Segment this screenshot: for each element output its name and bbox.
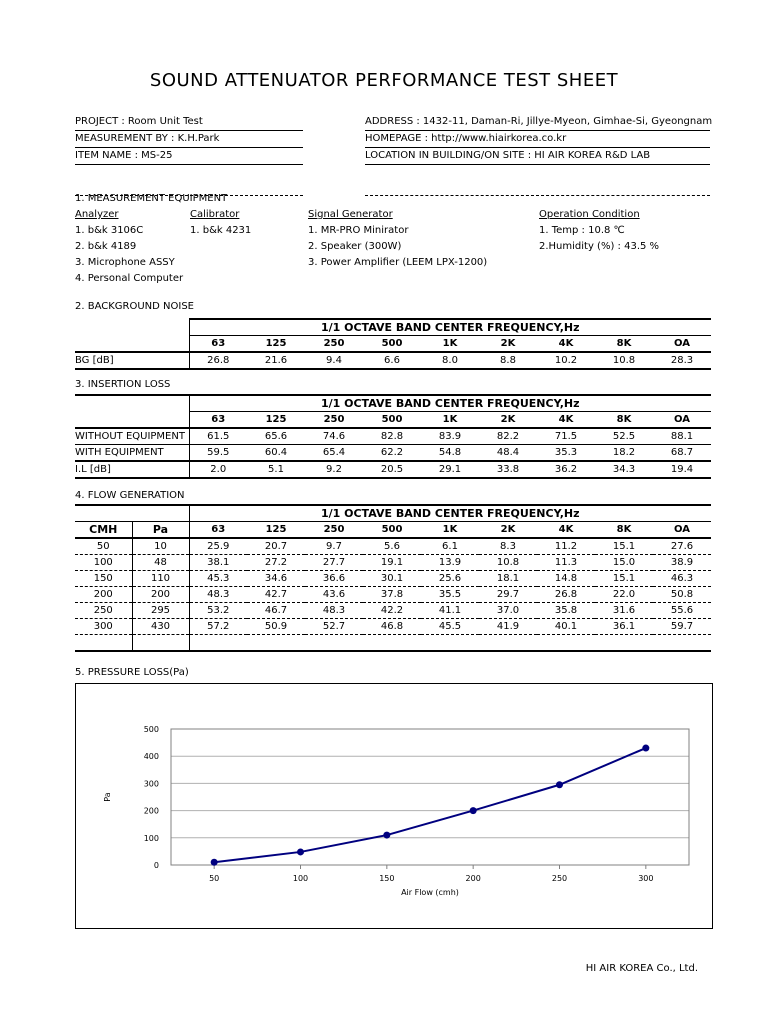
table-row [75, 352, 711, 369]
cell: 25.6 [421, 571, 479, 587]
band-label: OA [653, 336, 711, 353]
cell: 8.0 [421, 352, 479, 369]
cell: 53.2 [189, 603, 247, 619]
table-row [75, 555, 711, 571]
row-label: BG [dB] [75, 352, 189, 369]
cell: 5.6 [363, 538, 421, 555]
cell: 50.9 [247, 619, 305, 635]
band-label: 8K [595, 412, 653, 429]
band-label: 8K [595, 336, 653, 353]
y-tick-label: 100 [143, 833, 159, 843]
signal-generator-list [308, 207, 487, 271]
cell: 62.2 [363, 445, 421, 462]
cell: 33.8 [479, 461, 537, 478]
cell: 37.8 [363, 587, 421, 603]
cell: 19.4 [653, 461, 711, 478]
cell: 11.3 [537, 555, 595, 571]
cell: 27.2 [247, 555, 305, 571]
band-label: 500 [363, 522, 421, 539]
cmh-cell: 100 [75, 555, 132, 571]
cell: 68.7 [653, 445, 711, 462]
band-label: 8K [595, 522, 653, 539]
cell: 29.7 [479, 587, 537, 603]
cell: 41.1 [421, 603, 479, 619]
plot-area [171, 729, 689, 865]
signal-generator-title: Signal Generator [308, 209, 393, 220]
chart-svg [76, 684, 712, 928]
section-heading: 3. INSERTION LOSS [75, 379, 171, 390]
cell: 10.8 [595, 352, 653, 369]
band-label: 63 [189, 336, 247, 353]
band-label: 63 [189, 522, 247, 539]
cell: 71.5 [537, 428, 595, 445]
cell: 29.1 [421, 461, 479, 478]
y-tick-label: 200 [143, 806, 159, 816]
cell: 27.6 [653, 538, 711, 555]
company-footer: HI AIR KOREA Co., Ltd. [585, 963, 698, 974]
calibrator-title: Calibrator [190, 209, 240, 220]
cell: 65.4 [305, 445, 363, 462]
x-tick-label: 300 [638, 874, 654, 883]
cell: 41.9 [479, 619, 537, 635]
cell: 21.6 [247, 352, 305, 369]
cell: 52.5 [595, 428, 653, 445]
cell: 6.6 [363, 352, 421, 369]
cmh-cell: 250 [75, 603, 132, 619]
band-label: OA [653, 522, 711, 539]
cell: 48.4 [479, 445, 537, 462]
info-right [365, 114, 713, 196]
x-tick-label: 200 [465, 874, 481, 883]
analyzer-list [75, 207, 183, 287]
cmh-cell: 200 [75, 587, 132, 603]
row-label: WITHOUT EQUIPMENT [75, 428, 189, 445]
list-item: 1. MR-PRO Minirator [308, 225, 409, 236]
cell: 35.3 [537, 445, 595, 462]
band-header: 1/1 OCTAVE BAND CENTER FREQUENCY,Hz [189, 505, 711, 522]
table-row [75, 428, 711, 445]
cell: 15.1 [595, 571, 653, 587]
pa-cell: 295 [132, 603, 189, 619]
cell: 40.1 [537, 619, 595, 635]
y-tick-label: 0 [153, 861, 159, 870]
cell: 50.8 [653, 587, 711, 603]
cmh-header: CMH [75, 522, 132, 539]
cell: 8.3 [479, 538, 537, 555]
cell: 5.1 [247, 461, 305, 478]
table-row [75, 461, 711, 478]
y-tick-label: 500 [143, 725, 159, 734]
cell: 35.8 [537, 603, 595, 619]
operation-condition-title: Operation Condition [539, 209, 640, 220]
data-point [556, 781, 563, 788]
section-heading: 2. BACKGROUND NOISE [75, 301, 194, 312]
cell: 74.6 [305, 428, 363, 445]
pa-cell: 430 [132, 619, 189, 635]
cell: 45.5 [421, 619, 479, 635]
cell: 59.7 [653, 619, 711, 635]
cell: 36.2 [537, 461, 595, 478]
cell: 42.2 [363, 603, 421, 619]
band-label: 500 [363, 412, 421, 429]
cell: 38.9 [653, 555, 711, 571]
cell: 26.8 [189, 352, 247, 369]
section-heading: 1. MEASUREMENT EQUIPMENT [75, 193, 228, 204]
cell: 9.2 [305, 461, 363, 478]
cell: 9.4 [305, 352, 363, 369]
table-row [75, 538, 711, 555]
list-item: 1. b&k 4231 [190, 225, 252, 236]
data-point [383, 832, 390, 839]
cell: 46.7 [247, 603, 305, 619]
cell: 31.6 [595, 603, 653, 619]
series-line [214, 748, 646, 862]
cell: 10.2 [537, 352, 595, 369]
pa-cell: 200 [132, 587, 189, 603]
band-label: 1K [421, 336, 479, 353]
cell: 35.5 [421, 587, 479, 603]
cell: 57.2 [189, 619, 247, 635]
x-tick-label: 150 [379, 874, 395, 883]
cell: 30.1 [363, 571, 421, 587]
band-label: 2K [479, 336, 537, 353]
list-item: 2.Humidity (%) : 43.5 % [539, 241, 660, 252]
y-tick-label: 400 [143, 752, 159, 762]
cell: 55.6 [653, 603, 711, 619]
cell: 14.8 [537, 571, 595, 587]
cell: 43.6 [305, 587, 363, 603]
cell: 18.2 [595, 445, 653, 462]
cell: 18.1 [479, 571, 537, 587]
cell: 11.2 [537, 538, 595, 555]
data-point [470, 807, 477, 814]
cell: 28.3 [653, 352, 711, 369]
cell: 20.5 [363, 461, 421, 478]
band-label: 125 [247, 522, 305, 539]
cell: 54.8 [421, 445, 479, 462]
band-label: 4K [537, 412, 595, 429]
band-label: 4K [537, 522, 595, 539]
pa-cell: 48 [132, 555, 189, 571]
pa-header: Pa [132, 522, 189, 539]
list-item: 4. Personal Computer [75, 273, 184, 284]
band-label: 250 [305, 412, 363, 429]
cell: 34.3 [595, 461, 653, 478]
section-heading: 4. FLOW GENERATION [75, 490, 185, 501]
x-axis-label: Air Flow (cmh) [401, 888, 459, 897]
cell: 82.2 [479, 428, 537, 445]
band-label: 125 [247, 336, 305, 353]
cell: 48.3 [189, 587, 247, 603]
pa-cell: 110 [132, 571, 189, 587]
homepage-field: HOMEPAGE : http://www.hiairkorea.co.kr [365, 131, 710, 148]
cell: 59.5 [189, 445, 247, 462]
cell: 8.8 [479, 352, 537, 369]
blank-field [365, 179, 710, 196]
band-header: 1/1 OCTAVE BAND CENTER FREQUENCY,Hz [189, 395, 711, 412]
band-label: 1K [421, 522, 479, 539]
operation-condition-list [539, 207, 659, 255]
band-label: 250 [305, 522, 363, 539]
cell: 20.7 [247, 538, 305, 555]
list-item: 2. b&k 4189 [75, 241, 137, 252]
cell: 60.4 [247, 445, 305, 462]
section-heading: 5. PRESSURE LOSS(Pa) [75, 667, 189, 678]
x-tick-label: 100 [292, 874, 309, 883]
row-label: WITH EQUIPMENT [75, 445, 189, 462]
info-left [75, 114, 303, 196]
band-label: 1K [421, 412, 479, 429]
band-header: 1/1 OCTAVE BAND CENTER FREQUENCY,Hz [189, 319, 711, 336]
cell: 46.8 [363, 619, 421, 635]
cell: 52.7 [305, 619, 363, 635]
cell: 82.8 [363, 428, 421, 445]
y-tick-label: 300 [143, 779, 159, 789]
x-tick-label: 250 [551, 874, 568, 883]
cell: 46.3 [653, 571, 711, 587]
table-row [75, 571, 711, 587]
cell: 61.5 [189, 428, 247, 445]
cell: 34.6 [247, 571, 305, 587]
cell: 25.9 [189, 538, 247, 555]
data-point [642, 745, 649, 752]
cell: 19.1 [363, 555, 421, 571]
cell: 88.1 [653, 428, 711, 445]
table-row [75, 635, 711, 652]
x-tick-label: 50 [209, 874, 220, 883]
measurement-by-field: MEASUREMENT BY : K.H.Park [75, 131, 303, 148]
cell: 6.1 [421, 538, 479, 555]
list-item: 2. Speaker (300W) [308, 241, 402, 252]
cell: 45.3 [189, 571, 247, 587]
cell: 9.7 [305, 538, 363, 555]
cell: 42.7 [247, 587, 305, 603]
band-label: 125 [247, 412, 305, 429]
cell: 22.0 [595, 587, 653, 603]
item-name-field: ITEM NAME : MS-25 [75, 148, 303, 165]
data-point [211, 859, 218, 866]
cell: 37.0 [479, 603, 537, 619]
cell: 26.8 [537, 587, 595, 603]
pa-cell: 10 [132, 538, 189, 555]
cell: 10.8 [479, 555, 537, 571]
page-title: SOUND ATTENUATOR PERFORMANCE TEST SHEET [149, 70, 619, 91]
address-field: ADDRESS : 1432-11, Daman-Ri, Jillye-Myeon, Gimhae-Si, Gyeongnam [365, 114, 710, 131]
cmh-cell: 150 [75, 571, 132, 587]
data-point [297, 848, 304, 855]
cell: 36.6 [305, 571, 363, 587]
pressure-loss-chart [75, 683, 713, 929]
list-item: 3. Power Amplifier (LEEM LPX-1200) [308, 257, 488, 268]
analyzer-title: Analyzer [75, 209, 119, 220]
list-item: 3. Microphone ASSY [75, 257, 175, 268]
cell: 15.1 [595, 538, 653, 555]
cell: 2.0 [189, 461, 247, 478]
cell: 48.3 [305, 603, 363, 619]
band-label: 2K [479, 412, 537, 429]
background-noise-table [75, 318, 711, 370]
calibrator-list [190, 207, 251, 239]
cell: 38.1 [189, 555, 247, 571]
cell: 83.9 [421, 428, 479, 445]
cell: 15.0 [595, 555, 653, 571]
cell: 65.6 [247, 428, 305, 445]
row-label: I.L [dB] [75, 461, 189, 478]
cell: 36.1 [595, 619, 653, 635]
band-label: 4K [537, 336, 595, 353]
cmh-cell: 300 [75, 619, 132, 635]
list-item: 1. b&k 3106C [75, 225, 144, 236]
band-label: 63 [189, 412, 247, 429]
location-field: LOCATION IN BUILDING/ON SITE : HI AIR KOREA R&D LAB [365, 148, 710, 165]
cell: 13.9 [421, 555, 479, 571]
table-row [75, 445, 711, 462]
table-row [75, 587, 711, 603]
table-row [75, 619, 711, 635]
band-label: OA [653, 412, 711, 429]
cell: 27.7 [305, 555, 363, 571]
band-label: 2K [479, 522, 537, 539]
insertion-loss-table [75, 394, 711, 479]
list-item: 1. Temp : 10.8 ℃ [539, 225, 625, 236]
band-label: 250 [305, 336, 363, 353]
table-row [75, 603, 711, 619]
band-label: 500 [363, 336, 421, 353]
y-axis-label: Pa [103, 792, 112, 802]
cmh-cell: 50 [75, 538, 132, 555]
flow-generation-table [75, 504, 711, 652]
project-field: PROJECT : Room Unit Test [75, 114, 303, 131]
